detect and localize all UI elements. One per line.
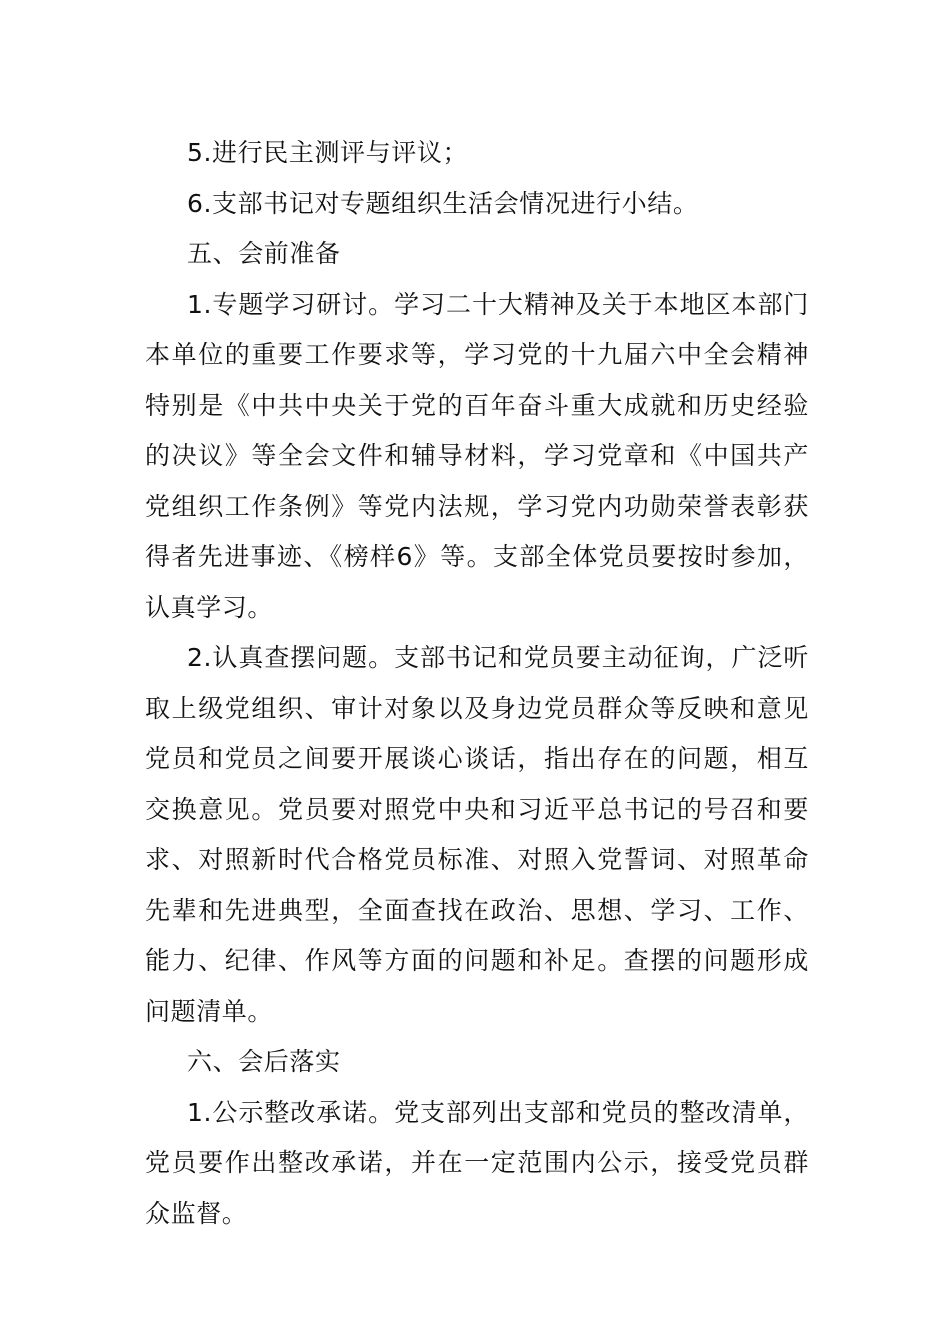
item-5-democratic-evaluation: 5.进行民主测评与评议； — [187, 138, 469, 167]
item-6-summary: 6.支部书记对专题组织生活会情况进行小结。 — [187, 188, 699, 218]
prep-item-2-find-problems: 2.认真查摆问题。支部书记和党员要主动征询，广泛听取上级党组织、审计对象以及身边党员群众等反映和意见党员和党员之间要开展谈心谈话，指出存在的问题，相互交换意见。党员要对照党中央和习近平总书记的号召和要求、对照新时代合格党员标准、对照入党誓词、对照革命先辈和先进典型，全面查找在政治、思想、学习、工作、能力、纪律、作风等方面的问题和补足。查摆的问题形成问题清单。 — [145, 643, 809, 1026]
prep-item-1-study: 1.专题学习研讨。学习二十大精神及关于本地区本部门本单位的重要工作要求等，学习党的十九届六中全会精神特别是《中共中央关于党的百年奋斗重大成就和历史经验的决议》等全会文件和辅导材料，学习党章和《中国共产党组织工作条例》等党内法规，学习党内功勋荣誉表彰获得者先进事迹、《榜样6》等。支部全体党员要按时参加，认真学习。 — [145, 289, 809, 622]
section-heading-preparation: 五、会前准备 — [187, 239, 341, 268]
follow-up-item-1-publicity: 1.公示整改承诺。党支部列出支部和党员的整改清单，党员要作出整改承诺，并在一定范围内公示，接受党员群众监督。 — [145, 1097, 809, 1228]
document-body — [145, 128, 809, 1239]
section-heading-follow-up: 六、会后落实 — [187, 1047, 341, 1076]
